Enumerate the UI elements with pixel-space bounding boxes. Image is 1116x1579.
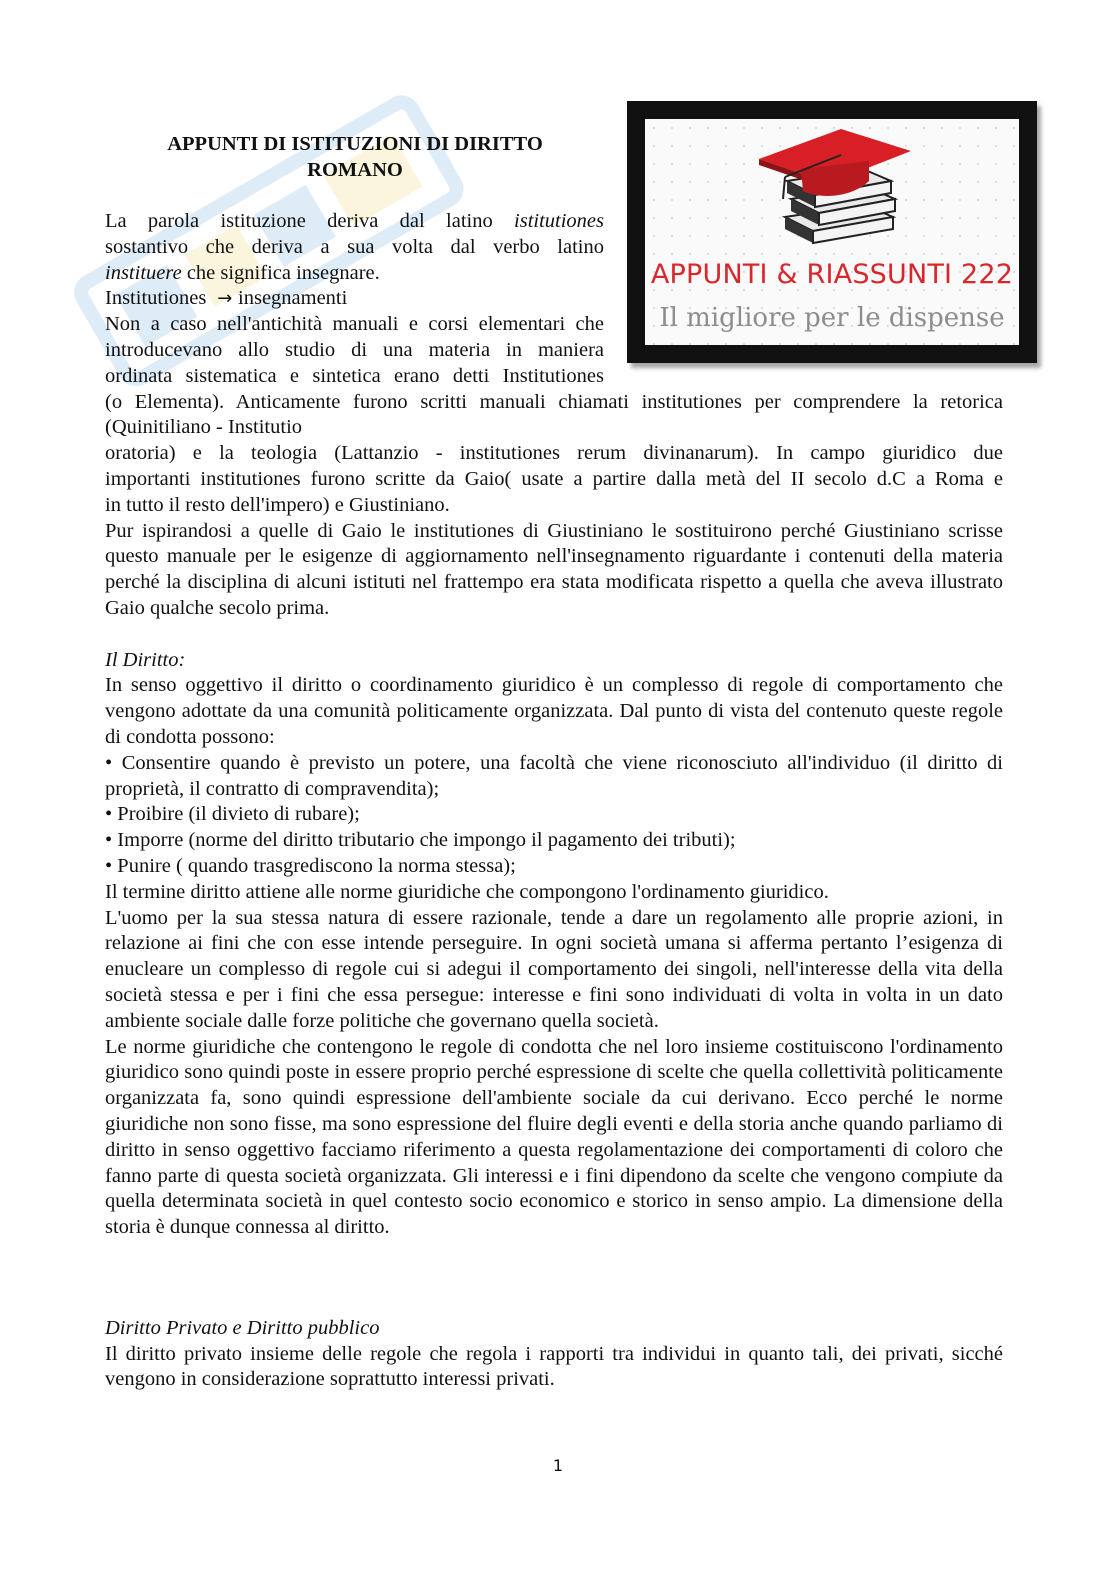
intro-text: Institutiones — [105, 287, 207, 310]
paragraph-diritto-intro: In senso oggettivo il diritto o coordinamento giuridico è un complesso di regole di comportamento che vengono adottate da una comunità politicamente organizzata. Dal punto di vista del contenuto queste regole di condotta possono: — [105, 674, 1003, 748]
paragraph-termine: Il termine diritto attiene alle norme giuridiche che compongono l'ordinamento giuridico. — [105, 880, 829, 903]
intro-line: in tutto il resto dell'impero) e Giustiniano. — [105, 493, 450, 516]
intro-line: oratoria) e la teologia (Lattanzio - institutiones rerum divinanarum). In campo giuridico due — [105, 442, 1003, 465]
intro-italic: instituere — [105, 261, 182, 284]
intro-text: insegnamenti — [238, 287, 348, 310]
paragraph-privato: Il diritto privato insieme delle regole che regola i rapporti tra individui in quanto tali, dei privati, sicché vengono in considerazione soprattutto interessi privati. — [105, 1342, 1003, 1391]
paragraph-giustiniano: Pur ispirandosi a quelle di Gaio le institutiones di Giustiniano le sostituirono perché Giustiniano scrisse questo manuale per le esigenze di aggiornamento nell'insegnamento riguardante i contenuti della materia perché la disciplina di alcuni istituti nel frattempo era stata modificata rispetto a quella che aveva illustrato Gaio qualche secolo prima. — [105, 519, 1003, 619]
list-item: • Imporre (norme del diritto tributario che impongo il pagamento dei tributi); — [105, 829, 736, 852]
logo-banner — [627, 101, 1037, 363]
intro-line: (o Elementa). Anticamente furono scritti manuali chiamati institutiones per comprendere la retorica — [105, 390, 1003, 413]
intro-line: Non a caso nell'antichità manuali e corsi elementari che — [105, 313, 604, 336]
logo-subtitle: Il migliore per le dispense — [659, 303, 1005, 333]
logo-panel — [645, 119, 1019, 345]
list-item: • Punire ( quando trasgrediscono la norma stessa); — [105, 854, 516, 877]
heading-diritto: Il Diritto: — [105, 648, 186, 671]
title-line-1: APPUNTI DI ISTITUZIONI DI DIRITTO — [167, 133, 543, 155]
intro-wide — [105, 390, 1003, 519]
graduation-books-icon — [755, 125, 915, 260]
heading-diritto-privato: Diritto Privato e Diritto pubblico — [105, 1316, 380, 1339]
intro-line — [105, 209, 604, 235]
intro-narrow — [105, 209, 604, 390]
paragraph-uomo: L'uomo per la sua stessa natura di essere razionale, tende a dare un regolamento alle proprie azioni, in relazione ai fini che con esse intende perseguire. In ogni società umana si afferma pertanto l’esigenza di enucleare un complesso di regole cui si adegui il comportamento dei singoli, nell'interesse della vita della società stessa e per i fini che essa persegue: interesse e fini sono individuati di volta in volta in un dato ambiente sociale dalle forze politiche che governano quella società. — [105, 906, 1003, 1032]
intro-text: La parola istituzione deriva dal latino — [105, 210, 493, 232]
document-title — [105, 131, 605, 183]
intro-line — [105, 286, 604, 312]
list-item: • Proibire (il divieto di rubare); — [105, 803, 360, 826]
intro-text: che significa insegnare. — [181, 261, 380, 284]
title-line-2: ROMANO — [307, 159, 403, 181]
page-number: 1 — [552, 1456, 564, 1475]
intro-italic: istitutiones — [514, 210, 605, 232]
list-item: • Consentire quando è previsto un potere, una facoltà che viene riconosciuto all'individuo (il diritto di proprietà, il contratto di compravendita); — [105, 751, 1003, 800]
intro-line: (Quinitiliano - Institutio — [105, 416, 303, 439]
intro-line: sostantivo che deriva a sua volta dal verbo latino — [105, 235, 604, 258]
intro-line: ordinata sistematica e sintetica erano detti Institutiones — [105, 364, 604, 387]
paragraph-norme: Le norme giuridiche che contengono le regole di condotta che nel loro insieme costituiscono l'ordinamento giuridico sono quindi poste in essere proprio perché espressione di scelte che quella collettività politicamente organizzata fa, sono quindi espressione dell'ambiente sociale da cui derivano. Ecco perché le norme giuridiche non sono fisse, ma sono espressione del fluire degli eventi e della storia anche quando parliamo di diritto in senso oggettivo facciamo riferimento a questa regolamentazione dei comportamenti di coloro che fanno parte di questa società organizzata. Gli interessi e i fini dipendono da scelte che vengono compiute da quella determinata società in quel contesto socio economico e storico in senso ampio. La dimensione della storia è dunque connessa al diritto. — [105, 1035, 1003, 1239]
arrow-right-icon: → — [211, 288, 239, 310]
intro-line — [105, 261, 604, 287]
intro-line: importanti institutiones furono scritte da Gaio( usate a partire dalla metà del II secolo d.C a Roma e — [105, 467, 1003, 490]
bullet-list — [105, 751, 1003, 1241]
logo-title: APPUNTI & RIASSUNTI 222 — [650, 259, 1014, 290]
intro-line: introducevano allo studio di una materia in maniera — [105, 338, 604, 361]
